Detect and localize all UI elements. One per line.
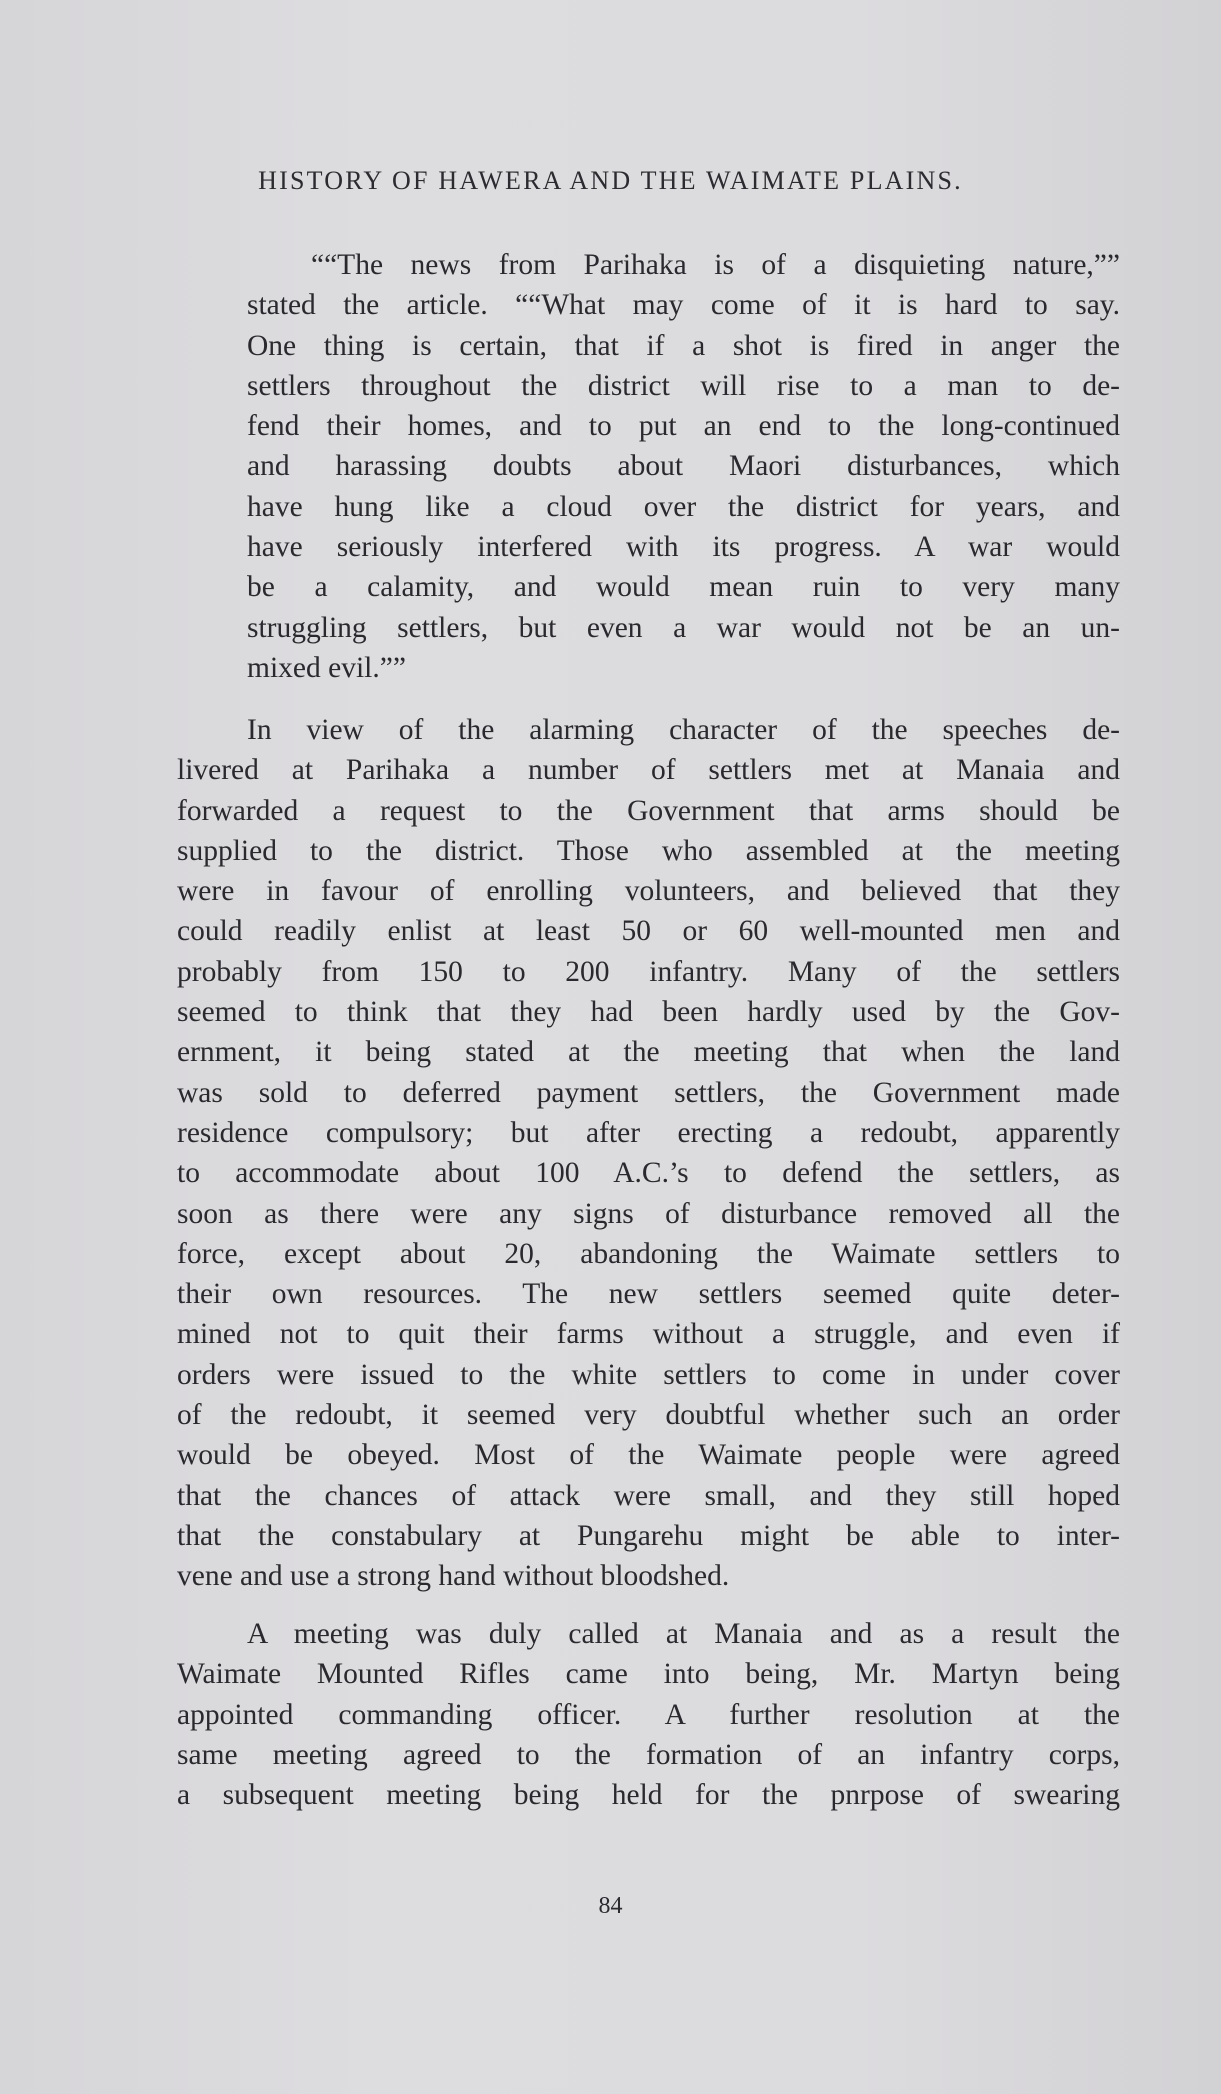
text-line: was sold to deferred payment settlers, the Government made <box>177 1076 1120 1109</box>
text-line: residence compulsory; but after erecting a redoubt, apparently <box>177 1116 1120 1149</box>
text-line: vene and use a strong hand without bloodshed. <box>177 1560 730 1593</box>
text-line: mixed evil.”” <box>247 651 406 684</box>
text-line: to accommodate about 100 A.C.’s to defend the settlers, as <box>177 1157 1120 1190</box>
text-line: ““The news from Parihaka is of a disquieting nature,”” <box>311 249 1120 281</box>
text-line: that the constabulary at Pungarehu might be able to inter- <box>177 1519 1120 1552</box>
text-line: their own resources. The new settlers seemed quite deter- <box>177 1278 1120 1311</box>
text-line: have seriously interfered with its progress. A war would <box>247 531 1120 564</box>
text-line: struggling settlers, but even a war would not be an un- <box>247 611 1120 644</box>
text-line: fend their homes, and to put an end to the long-continued <box>247 410 1120 443</box>
text-line: same meeting agreed to the formation of an infantry corps, <box>177 1738 1120 1771</box>
text-line: orders were issued to the white settlers to come in under cover <box>177 1358 1120 1391</box>
text-line: that the chances of attack were small, and they still hoped <box>177 1479 1120 1512</box>
text-line: livered at Parihaka a number of settlers met at Manaia and <box>177 754 1120 787</box>
text-line: Waimate Mounted Rifles came into being, Mr. Martyn being <box>177 1658 1120 1691</box>
text-line: a subsequent meeting being held for the pnrpose of swearing <box>177 1779 1120 1812</box>
text-line: of the redoubt, it seemed very doubtful whether such an order <box>177 1399 1120 1432</box>
text-line: force, except about 20, abandoning the Waimate settlers to <box>177 1237 1120 1270</box>
paragraph-arms-request <box>177 710 1120 1597</box>
text-line: ernment, it being stated at the meeting that when the land <box>177 1036 1120 1069</box>
running-head: HISTORY OF HAWERA AND THE WAIMATE PLAINS. <box>258 166 963 195</box>
text-line: forwarded a request to the Government that arms should be <box>177 794 1120 827</box>
text-line: have hung like a cloud over the district for years, and <box>247 490 1120 523</box>
paragraph-mounted-rifles <box>177 1614 1120 1815</box>
text-line: and harassing doubts about Maori disturbances, which <box>247 450 1120 483</box>
text-line: One thing is certain, that if a shot is fired in anger the <box>247 329 1120 362</box>
text-line: In view of the alarming character of the speeches de- <box>247 714 1120 746</box>
text-line: be a calamity, and would mean ruin to very many <box>247 571 1120 604</box>
text-line: stated the article. ““What may come of it is hard to say. <box>247 289 1120 322</box>
text-line: could readily enlist at least 50 or 60 well-mounted men and <box>177 915 1120 948</box>
page-number: 84 <box>598 1893 623 1919</box>
text-line: would be obeyed. Most of the Waimate people were agreed <box>177 1439 1120 1472</box>
text-line: probably from 150 to 200 infantry. Many of the settlers <box>177 955 1120 988</box>
text-line: appointed commanding officer. A further resolution at the <box>177 1698 1120 1731</box>
text-line: mined not to quit their farms without a struggle, and even if <box>177 1318 1120 1351</box>
text-line: supplied to the district. Those who assembled at the meeting <box>177 834 1120 867</box>
text-line: A meeting was duly called at Manaia and as a result the <box>247 1618 1120 1650</box>
text-line: settlers throughout the district will rise to a man to de- <box>247 369 1120 402</box>
text-line: soon as there were any signs of disturbance removed all the <box>177 1197 1120 1230</box>
text-line: seemed to think that they had been hardly used by the Gov- <box>177 996 1120 1029</box>
quoted-passage <box>247 245 1120 688</box>
text-line: were in favour of enrolling volunteers, and believed that they <box>177 875 1120 908</box>
